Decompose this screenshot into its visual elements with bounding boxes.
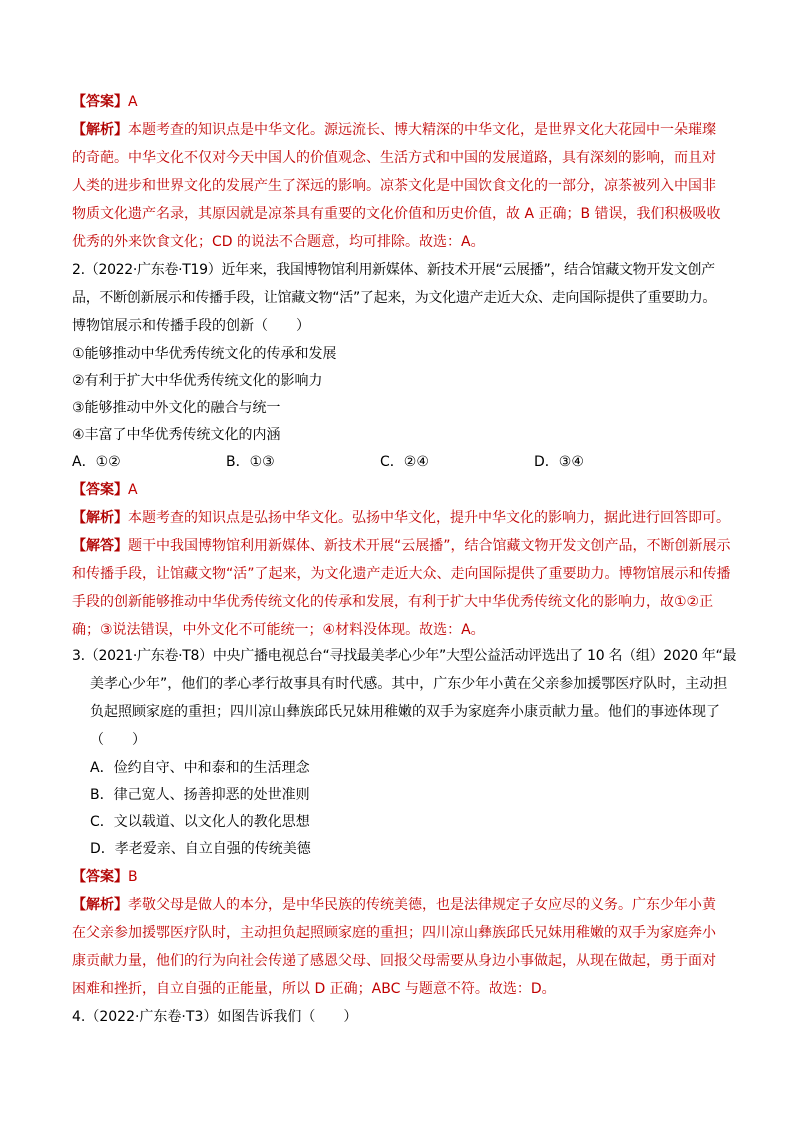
q3-analysis-line: 困难和挫折，自立自强的正能量，所以 D 正确；ABC 与题意不符。故选：D。 bbox=[72, 981, 556, 997]
q3-analysis-line: 在父亲参加援鄂医疗队时，主动担负起照顾家庭的重担；四川凉山彝族邱氏兄妹用稚嫩的双手为家庭奔小 bbox=[72, 925, 716, 941]
q2-solution-line: 和传播手段，让馆藏文物“活”了起来，为文化遗产走近大众、走向国际提供了重要助力。博物馆展示和传播 bbox=[72, 566, 731, 582]
q2-stem-line: 品，不断创新展示和传播手段，让馆藏文物“活”了起来，为文化遗产走近大众、走向国际提供了重要助力。 bbox=[72, 290, 717, 306]
q3-stem-line: （ ） bbox=[90, 732, 146, 748]
q1-answer bbox=[72, 92, 138, 112]
q2-statement: ③能够推动中外文化的融合与统一 bbox=[72, 400, 281, 416]
analysis-text: 本题考查的知识点是中华文化。源远流长、博大精深的中华文化，是世界文化大花园中一朵璀璨 bbox=[128, 122, 716, 138]
q2-analysis bbox=[72, 508, 730, 528]
q2-option-a: A．①② bbox=[72, 454, 121, 470]
q1-analysis-line: 优秀的外来饮食文化；CD 的说法不合题意，均可排除。故选：A。 bbox=[72, 234, 485, 250]
q2-statement: ②有利于扩大中华优秀传统文化的影响力 bbox=[72, 373, 323, 389]
answer-value: B bbox=[128, 869, 138, 885]
solution-tag: 【解答】 bbox=[72, 538, 128, 554]
q2-statement: ④丰富了中华优秀传统文化的内涵 bbox=[72, 427, 281, 443]
q2-solution-line bbox=[72, 536, 731, 556]
q2-stem-line: 博物馆展示和传播手段的创新（ ） bbox=[72, 318, 310, 334]
q2-solution-line: 确；③说法错误，中外文化不可能统一；④材料没体现。故选：A。 bbox=[72, 622, 485, 638]
q2-answer bbox=[72, 480, 138, 500]
answer-value: A bbox=[128, 482, 138, 498]
q3-option-a: A．俭约自守、中和泰和的生活理念 bbox=[90, 760, 310, 776]
analysis-tag: 【解析】 bbox=[72, 897, 128, 913]
q1-analysis-line: 的奇葩。中华文化不仅对今天中国人的价值观念、生活方式和中国的发展道路，具有深刻的影响，而且对 bbox=[72, 150, 716, 166]
answer-tag: 【答案】 bbox=[72, 869, 128, 885]
q2-option-c: C．②④ bbox=[380, 454, 429, 470]
answer-tag: 【答案】 bbox=[72, 482, 128, 498]
solution-text: 题干中我国博物馆利用新媒体、新技术开展“云展播”，结合馆藏文物开发文创产品，不断创新展示 bbox=[128, 538, 731, 554]
q2-option-b: B．①③ bbox=[226, 454, 275, 470]
q1-analysis-line: 物质文化遗产名录，其原因就是凉茶具有重要的文化价值和历史价值，故 A 正确；B 错误，我们积极吸收 bbox=[72, 206, 721, 222]
q3-analysis-line: 康贡献力量，他们的行为向社会传递了感恩父母、回报父母需要从身边小事做起，从现在做起，勇于面对 bbox=[72, 953, 716, 969]
q3-answer bbox=[72, 867, 138, 887]
q2-statement: ①能够推动中华优秀传统文化的传承和发展 bbox=[72, 346, 337, 362]
analysis-text: 孝敬父母是做人的本分，是中华民族的传统美德，也是法律规定子女应尽的义务。广东少年小黄 bbox=[128, 897, 716, 913]
analysis-tag: 【解析】 bbox=[72, 122, 128, 138]
answer-value: A bbox=[128, 94, 138, 110]
analysis-tag: 【解析】 bbox=[72, 510, 128, 526]
q1-analysis-line: 人类的进步和世界文化的发展产生了深远的影响。凉茶文化是中国饮食文化的一部分，凉茶被列入中国非 bbox=[72, 178, 716, 194]
q1-analysis-line bbox=[72, 120, 716, 140]
q3-option-d: D．孝老爱亲、自立自强的传统美德 bbox=[90, 841, 311, 857]
answer-tag: 【答案】 bbox=[72, 94, 128, 110]
q2-stem-line: 2.（2022·广东卷·T19）近年来，我国博物馆利用新媒体、新技术开展“云展播”，结合馆藏文物开发文创产 bbox=[72, 262, 715, 278]
q3-stem-line: 美孝心少年”，他们的孝心孝行故事具有时代感。其中，广东少年小黄在父亲参加援鄂医疗队时，主动担 bbox=[90, 676, 728, 692]
q2-option-d: D．③④ bbox=[534, 454, 584, 470]
q3-stem-line: 3.（2021·广东卷·T8）中央广播电视总台“寻找最美孝心少年”大型公益活动评选出了 10 名（组）2020 年“最 bbox=[72, 648, 737, 664]
q2-solution-line: 手段的创新能够推动中华优秀传统文化的传承和发展，有利于扩大中华优秀传统文化的影响力，故①②正 bbox=[72, 594, 714, 610]
q3-analysis-line bbox=[72, 895, 716, 915]
q3-option-b: B．律己宽人、扬善抑恶的处世准则 bbox=[90, 787, 310, 803]
q3-option-c: C．文以载道、以文化人的教化思想 bbox=[90, 814, 310, 830]
q4-stem: 4.（2022·广东卷·T3）如图告诉我们（ ） bbox=[72, 1009, 358, 1025]
analysis-text: 本题考查的知识点是弘扬中华文化。弘扬中华文化，提升中华文化的影响力，据此进行回答即可。 bbox=[128, 510, 730, 526]
q3-stem-line: 负起照顾家庭的重担；四川凉山彝族邱氏兄妹用稚嫩的双手为家庭奔小康贡献力量。他们的事迹体现了 bbox=[90, 704, 720, 720]
